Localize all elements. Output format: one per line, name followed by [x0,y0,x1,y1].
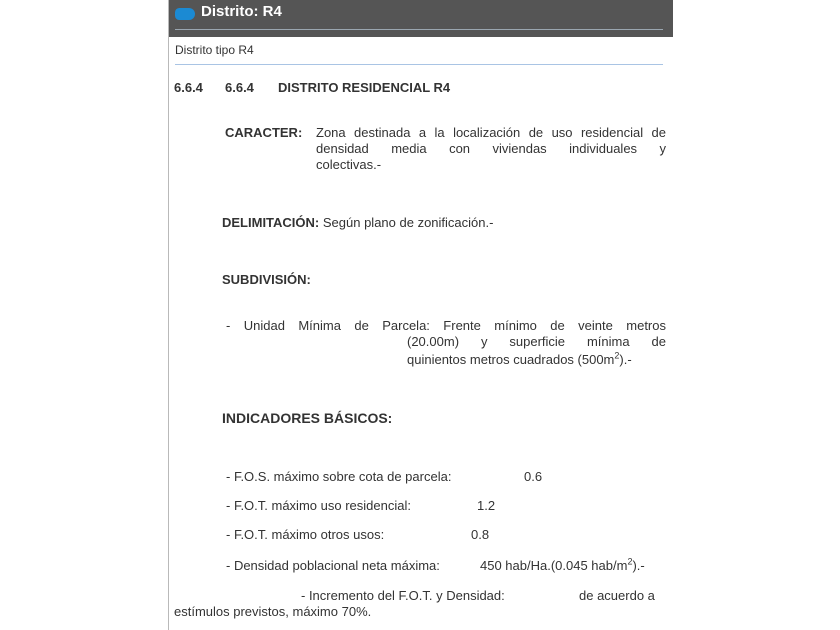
subtitle-divider [175,64,663,65]
delimitacion-text: Según plano de zonificación.- [322,215,494,230]
densidad-value-exponent: 2 [627,556,633,567]
fos-label: - F.O.S. máximo sobre cota de parcela: [226,469,452,484]
fot-residencial-value: 1.2 [477,498,496,513]
header-divider [175,29,663,30]
subdivision-line-3-end: ).- [619,352,632,367]
header-title: Distrito: R4 [201,3,282,20]
subdivision-label: SUBDIVISIÓN: [222,272,311,287]
densidad-value [480,558,645,573]
subdivision-line-3-text: quinientos metros cuadrados (500m [407,352,615,367]
incremento-line-1: - Incremento del F.O.T. y Densidad: [301,588,505,603]
incremento-line-2: estímulos previstos, máximo 70%. [174,604,372,619]
subdivision-line-1: - Unidad Mínima de Parcela: Frente mínimo de veinte metros [226,318,666,333]
subtitle: Distrito tipo R4 [175,43,254,57]
caracter-label: CARACTER: [225,125,303,140]
section-number-2: 6.6.4 [225,80,254,95]
header-bar [169,0,673,37]
densidad-label: - Densidad poblacional neta máxima: [226,558,440,573]
delimitacion-label: DELIMITACIÓN: [222,215,320,230]
delimitacion-row [222,215,493,230]
fot-otros-label: - F.O.T. máximo otros usos: [226,527,385,542]
section-number-1: 6.6.4 [174,80,203,95]
district-tag-icon [175,8,195,20]
subdivision-line-3 [407,352,632,367]
fot-otros-value: 0.8 [471,527,490,542]
caracter-line-1: Zona destinada a la localización de uso residencial de [316,125,666,140]
caracter-line-3: colectivas.- [316,157,382,172]
section-title: DISTRITO RESIDENCIAL R4 [278,80,451,95]
fot-residencial-label: - F.O.T. máximo uso residencial: [226,498,411,513]
densidad-value-text: 450 hab/Ha.(0.045 hab/m [480,558,628,573]
incremento-line-1-end: de acuerdo a [579,588,655,603]
subdivision-line-2: (20.00m) y superficie mínima de [407,334,666,349]
indicadores-label: INDICADORES BÁSICOS: [222,410,393,426]
subdivision-line-3-exponent: 2 [614,350,620,361]
fos-value: 0.6 [524,469,543,484]
densidad-value-end: ).- [632,558,645,573]
caracter-line-2: densidad media con viviendas individuales y [316,141,666,156]
